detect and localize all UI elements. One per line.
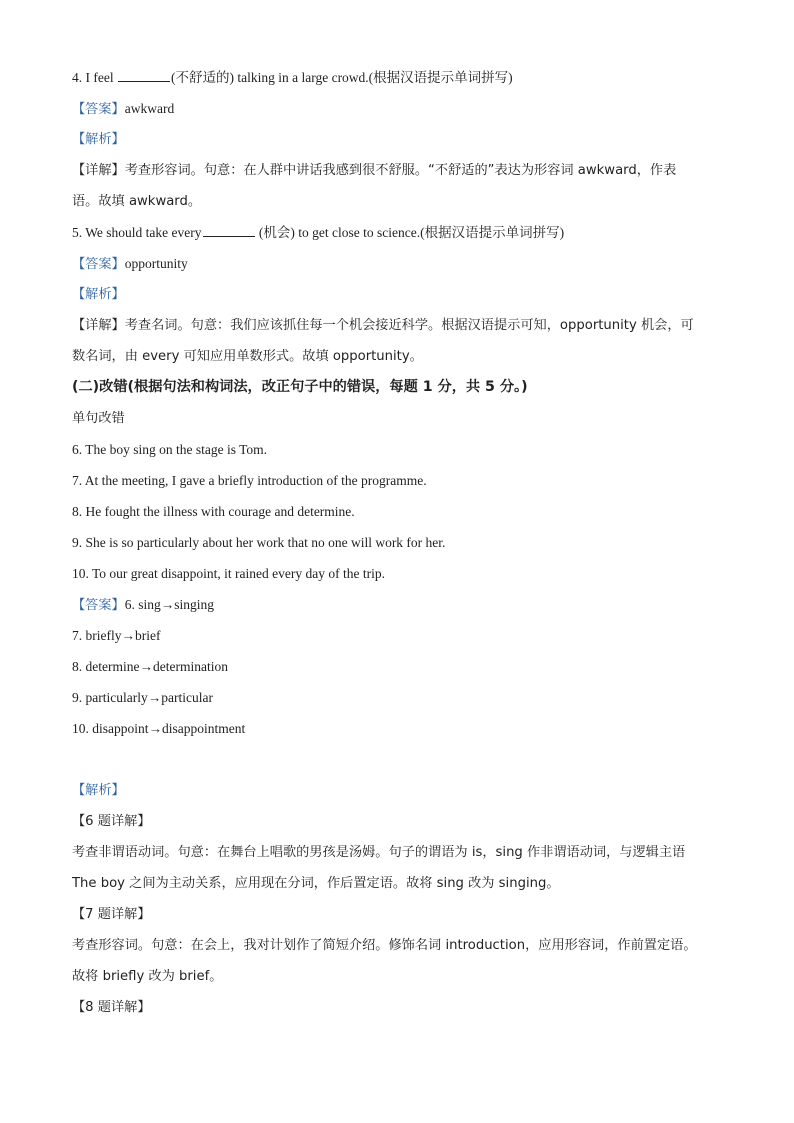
answer-blank xyxy=(118,69,170,82)
spacer xyxy=(72,744,732,775)
detail-tag: 【详解】 xyxy=(72,318,125,333)
question-4-suffix: (不舒适的) talking in a large crowd.(根据汉语提示单词拼写) xyxy=(170,70,513,85)
answer-tag: 【答案】 xyxy=(72,598,125,613)
detail-6-text: 考查非谓语动词。句意：在舞台上唱歌的男孩是汤姆。句子的谓语为 is，sing 作非谓语动词，与逻辑主语 xyxy=(72,845,686,860)
correction-question: 6. The boy sing on the stage is Tom. xyxy=(72,442,268,457)
question-5-suffix: (机会) to get close to science.(根据汉语提示单词拼写) xyxy=(255,225,565,240)
detail-text-continued: 语。故填 awkward。 xyxy=(72,194,202,209)
answer-text: opportunity xyxy=(124,256,188,271)
detail-row-4 xyxy=(72,155,732,186)
answer-text: 9. particularly→particular xyxy=(72,690,213,705)
document-page xyxy=(72,62,732,1023)
detail-6-tag: 【6 题详解】 xyxy=(72,814,151,829)
correction-question: 9. She is so particularly about her work that no one will work for her. xyxy=(72,535,446,550)
question-5-prefix: 5. We should take every xyxy=(72,225,202,240)
detail-7-tag: 【7 题详解】 xyxy=(72,907,151,922)
answer-row-5 xyxy=(72,248,732,279)
answer-text: 7. briefly→brief xyxy=(72,628,161,643)
detail-text: 考查形容词。句意：在人群中讲话我感到很不舒服。“不舒适的”表达为形容词 awkward，作表 xyxy=(124,163,677,178)
detail-7-text-continued: 故将 briefly 改为 brief。 xyxy=(72,969,223,984)
answer-row-6 xyxy=(72,589,732,620)
analysis-tag: 【解析】 xyxy=(72,132,125,147)
answer-text: 6. sing→singing xyxy=(124,597,215,612)
detail-text-continued: 数名词，由 every 可知应用单数形式。故填 opportunity。 xyxy=(72,349,423,364)
answer-row-4 xyxy=(72,93,732,124)
question-5 xyxy=(72,217,732,248)
answer-tag: 【答案】 xyxy=(72,102,125,117)
detail-tag: 【详解】 xyxy=(72,163,125,178)
analysis-tag: 【解析】 xyxy=(72,783,125,798)
correction-question: 10. To our great disappoint, it rained every day of the trip. xyxy=(72,566,385,581)
detail-row-5 xyxy=(72,310,732,341)
question-4-prefix: 4. I feel xyxy=(72,70,117,85)
analysis-tag: 【解析】 xyxy=(72,287,125,302)
section-heading: (二)改错(根据句法和构词法，改正句子中的错误，每题 1 分，共 5 分。) xyxy=(72,379,528,395)
detail-6-text-continued: The boy 之间为主动关系，应用现在分词，作后置定语。故将 sing 改为 singing。 xyxy=(72,876,560,891)
section-subheading: 单句改错 xyxy=(72,411,125,426)
correction-question: 8. He fought the illness with courage and determine. xyxy=(72,504,355,519)
detail-7-text: 考查形容词。句意：在会上，我对计划作了简短介绍。修饰名词 introduction，应用形容词，作前置定语。 xyxy=(72,938,697,953)
answer-blank xyxy=(203,224,255,237)
detail-8-tag: 【8 题详解】 xyxy=(72,1000,151,1015)
detail-text: 考查名词。句意：我们应该抓住每一个机会接近科学。根据汉语提示可知，opportunity 机会，可 xyxy=(124,318,694,333)
question-4 xyxy=(72,62,732,93)
correction-question: 7. At the meeting, I gave a briefly introduction of the programme. xyxy=(72,473,427,488)
answer-text: awkward xyxy=(124,101,175,116)
answer-text: 8. determine→determination xyxy=(72,659,228,674)
answer-tag: 【答案】 xyxy=(72,257,125,272)
answer-text: 10. disappoint→disappointment xyxy=(72,721,246,736)
